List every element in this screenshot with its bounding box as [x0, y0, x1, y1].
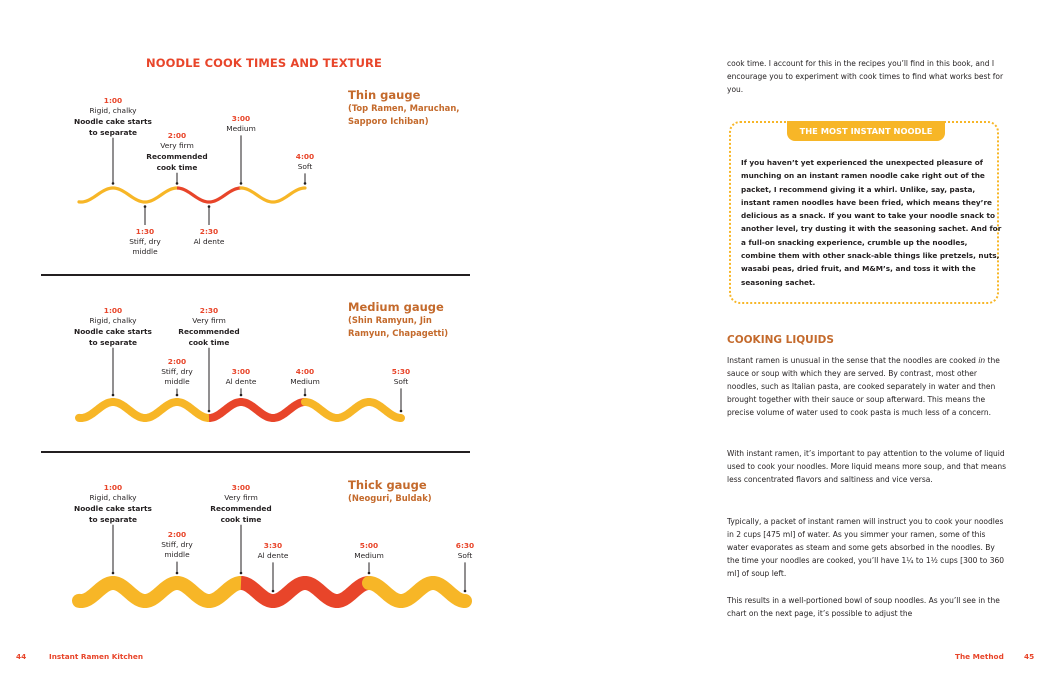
marker-label [354, 541, 384, 561]
marker-time: 4:00 [295, 367, 315, 376]
marker-texture: Rigid, chalky [89, 493, 137, 503]
marker-dot [464, 590, 467, 593]
folio-page-number: 45 [1024, 652, 1035, 661]
gauge-title-thick [348, 478, 432, 505]
sidebar-text: If you haven’t yet experienced the unexpected pleasure of munching on an instant ramen noodle cake right out of the packet, I recommend giving it a whirl. Unlike, say, pasta, instant ramen noodles have been fried, which means they’re delicious as a snack. If you want to take your noodle snack to another level, try dusting it with the seasoning sachet. And for a full-on snacking experience, crumble up the noodles, combine them with other snack-able things like pretzels, nuts, wasabi peas, dried fruit, and M&M’s, and toss it with the seasoning sachet. [741, 158, 1002, 287]
gauge-title-thin [348, 88, 463, 127]
gauge-brands: (Top Ramen, Maruchan, Sapporo Ichiban) [348, 103, 460, 126]
marker-time: 1:30 [135, 227, 155, 236]
marker-label [208, 483, 274, 525]
noodle-wave-recommended-segment [209, 402, 305, 418]
marker-dot [368, 572, 371, 575]
marker-texture: Soft [457, 551, 473, 561]
marker-note: Noodle cake starts to separate [74, 117, 152, 137]
marker-label [392, 367, 410, 387]
marker-time: 2:00 [167, 357, 187, 366]
marker-time: 3:30 [263, 541, 283, 550]
marker-texture: Al dente [257, 551, 289, 561]
body-paragraph [727, 516, 1009, 581]
body-paragraph [727, 595, 1009, 621]
marker-label [157, 530, 197, 561]
folio-section-title: The Method [955, 652, 1004, 661]
marker-time: 1:00 [103, 306, 123, 315]
folio-book-title: Instant Ramen Kitchen [49, 652, 144, 661]
marker-dot [208, 410, 211, 413]
gauge-name: Thick gauge [348, 478, 427, 492]
text-run: Typically, a packet of instant ramen will instruct you to cook your noodles in 2 cups [475 ml] of water. As you simmer your ramen, some of this water evaporates as steam and some gets absorbed in the noodles. By the time your noodles are cooked, you’ll have 1¼ to 1½ cups [300 to 360 ml] of soup left. [727, 517, 1005, 578]
text-run: This results in a well-portioned bowl of soup noodles. As you’ll see in the chart on the next page, it’s possible to adjust the [727, 596, 1000, 618]
marker-time: 2:00 [167, 530, 187, 539]
marker-note: Recommended cook time [178, 327, 240, 347]
marker-dot [240, 394, 243, 397]
marker-label [73, 483, 153, 525]
marker-texture: Very firm [192, 316, 226, 326]
marker-dot [240, 182, 243, 185]
gauge-name: Medium gauge [348, 300, 444, 314]
marker-texture: Very firm [224, 493, 258, 503]
marker-time: 3:00 [231, 367, 251, 376]
gauge-name: Thin gauge [348, 88, 421, 102]
marker-texture: Rigid, chalky [89, 106, 137, 116]
marker-texture: Medium [290, 377, 320, 387]
marker-dot [112, 394, 115, 397]
marker-note: Noodle cake starts to separate [74, 504, 152, 524]
body-paragraph [727, 448, 1009, 487]
marker-label [194, 227, 225, 247]
noodle-wave-segment [241, 188, 305, 202]
noodle-wave-recommended-segment [241, 583, 369, 601]
marker-label [176, 306, 242, 348]
marker-label [73, 96, 153, 138]
marker-texture: Soft [393, 377, 409, 387]
marker-time: 6:30 [455, 541, 475, 550]
section-divider [41, 274, 470, 276]
marker-label [125, 227, 165, 258]
noodle-wave-segment [79, 583, 241, 601]
marker-dot [304, 182, 307, 185]
sidebar-title: THE MOST INSTANT NOODLE [787, 121, 945, 141]
marker-texture: Soft [297, 162, 313, 172]
marker-time: 2:00 [167, 131, 187, 140]
marker-label [157, 357, 197, 388]
text-run: the sauce or soup with which they are served. By contrast, most other noodles, such as Italian pasta, are cooked separately in water and then brought together with their sauce or soup afterward. This means the precise volume of water used to cook pasta is much less of a concern. [727, 356, 1000, 417]
marker-dot [208, 205, 211, 208]
marker-label [456, 541, 474, 561]
noodle-wave-segment [79, 402, 209, 418]
marker-texture: Medium [226, 124, 256, 134]
marker-label [144, 131, 210, 173]
marker-dot [176, 182, 179, 185]
marker-label [296, 152, 314, 172]
marker-time: 3:00 [231, 114, 251, 123]
folio-page-number: 44 [16, 652, 27, 661]
marker-texture: Rigid, chalky [89, 316, 137, 326]
intro-paragraph: cook time. I account for this in the recipes you’ll find in this book, and I encourage you to experiment with cook times to find what works best for you. [727, 59, 1004, 94]
marker-time: 5:30 [391, 367, 411, 376]
marker-dot [176, 572, 179, 575]
body-paragraph [727, 355, 1009, 420]
marker-dot [400, 410, 403, 413]
section-heading: COOKING LIQUIDS [727, 334, 834, 346]
marker-time: 2:30 [199, 227, 219, 236]
marker-texture: Al dente [225, 377, 257, 387]
emphasis: in [978, 356, 986, 365]
marker-dot [240, 572, 243, 575]
marker-time: 1:00 [103, 96, 123, 105]
noodle-wave-segment [305, 402, 401, 418]
marker-texture: Stiff, dry middle [161, 367, 193, 387]
marker-dot [272, 590, 275, 593]
marker-time: 3:00 [231, 483, 251, 492]
marker-dot [144, 205, 147, 208]
gauge-brands: (Neoguri, Buldak) [348, 493, 432, 503]
marker-texture: Medium [354, 551, 384, 561]
section-divider [41, 451, 470, 453]
marker-label [290, 367, 320, 387]
marker-note: Noodle cake starts to separate [74, 327, 152, 347]
marker-texture: Very firm [160, 141, 194, 151]
marker-texture: Al dente [193, 237, 225, 247]
marker-note: Recommended cook time [210, 504, 272, 524]
marker-time: 5:00 [359, 541, 379, 550]
gauge-title-medium [348, 300, 458, 339]
marker-dot [304, 394, 307, 397]
marker-texture: Stiff, dry middle [129, 237, 161, 257]
noodle-wave-recommended-segment [177, 188, 241, 202]
marker-dot [112, 572, 115, 575]
marker-label [258, 541, 289, 561]
marker-time: 4:00 [295, 152, 315, 161]
marker-dot [112, 182, 115, 185]
noodle-wave-segment [369, 583, 465, 601]
marker-label [226, 367, 257, 387]
marker-dot [176, 394, 179, 397]
marker-time: 1:00 [103, 483, 123, 492]
gauge-brands: (Shin Ramyun, Jin Ramyun, Chapagetti) [348, 315, 449, 338]
text-run: With instant ramen, it’s important to pay attention to the volume of liquid used to cook your noodles. More liquid means more soup, and that means less concentrated flavors and saltiness and vice versa. [727, 449, 1006, 484]
marker-texture: Stiff, dry middle [161, 540, 193, 560]
text-run: Instant ramen is unusual in the sense that the noodles are cooked [727, 356, 979, 365]
marker-label [73, 306, 153, 348]
chart-title: NOODLE COOK TIMES AND TEXTURE [146, 56, 382, 70]
marker-note: Recommended cook time [146, 152, 208, 172]
marker-time: 2:30 [199, 306, 219, 315]
noodle-wave-segment [79, 188, 177, 202]
marker-label [226, 114, 256, 134]
